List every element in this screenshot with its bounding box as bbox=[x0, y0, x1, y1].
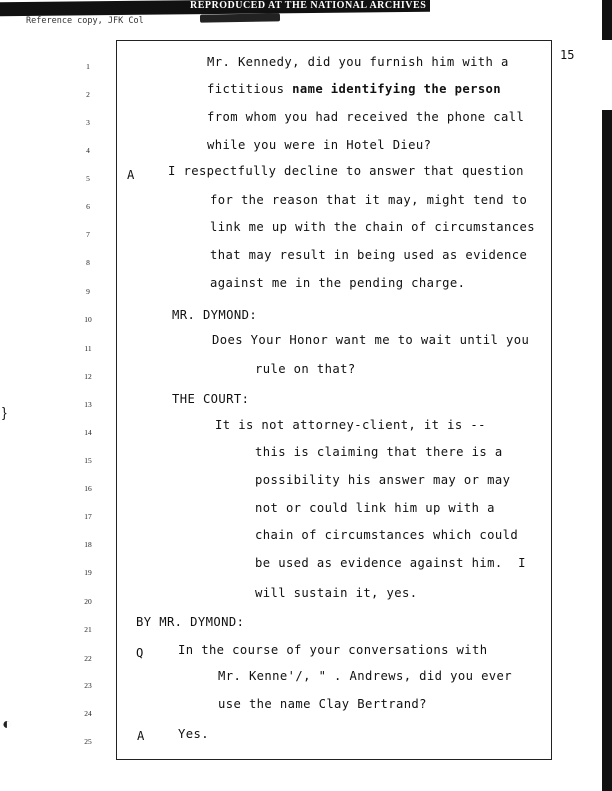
transcript-line bbox=[172, 392, 249, 406]
transcript-line bbox=[207, 82, 501, 96]
transcript-line bbox=[215, 418, 486, 432]
transcript-text: will sustain it, yes. bbox=[255, 586, 418, 600]
transcript-line bbox=[255, 556, 526, 570]
line-number: 23 bbox=[84, 681, 92, 690]
transcript-line bbox=[218, 697, 427, 711]
speaker-label: A bbox=[137, 729, 145, 743]
transcript-line bbox=[207, 55, 509, 69]
transcript-text: Does Your Honor want me to wait until you bbox=[212, 333, 530, 347]
line-number: 16 bbox=[84, 484, 92, 493]
speaker-label: Q bbox=[136, 646, 144, 660]
transcript-line bbox=[168, 164, 524, 178]
line-number: 12 bbox=[84, 372, 92, 381]
transcript-text: possibility his answer may or may bbox=[255, 473, 511, 487]
line-number: 21 bbox=[84, 625, 92, 634]
transcript-text: that may result in being used as evidence bbox=[210, 248, 528, 262]
transcript-line bbox=[210, 248, 527, 262]
transcript-line bbox=[178, 727, 209, 741]
transcript-line bbox=[255, 501, 495, 515]
margin-bracket-icon: } bbox=[2, 404, 7, 420]
line-number: 17 bbox=[84, 512, 92, 521]
transcript-text: In the course of your conversations with bbox=[178, 643, 488, 657]
line-number: 5 bbox=[86, 174, 90, 183]
scan-edge-stripe bbox=[602, 0, 612, 791]
transcript-text: Yes. bbox=[178, 727, 209, 741]
transcript-text: name identifying the person bbox=[292, 82, 502, 96]
transcript-line bbox=[212, 333, 529, 347]
speaker-label: A bbox=[127, 168, 135, 182]
transcript-text: THE COURT: bbox=[172, 392, 250, 406]
line-number: 3 bbox=[86, 118, 90, 127]
transcript-text: BY MR. DYMOND: bbox=[136, 615, 245, 629]
transcript-line bbox=[255, 362, 356, 376]
transcript-text: Mr. Kenne'/, " . Andrews, did you ever bbox=[218, 669, 513, 683]
transcript-line bbox=[172, 308, 257, 322]
transcript-text: this is claiming that there is a bbox=[255, 445, 503, 459]
transcript-text: against me in the pending charge. bbox=[210, 276, 466, 290]
transcript-line bbox=[218, 669, 512, 683]
transcript-line bbox=[178, 643, 488, 657]
line-number: 19 bbox=[84, 568, 92, 577]
transcript-text: fictitious bbox=[207, 82, 293, 96]
transcript-text: for the reason that it may, might tend to bbox=[210, 193, 528, 207]
transcript-text: It is not attorney-client, it is -- bbox=[215, 418, 486, 432]
line-number: 6 bbox=[86, 202, 90, 211]
reference-copy-label: Reference copy, JFK Col bbox=[26, 16, 144, 26]
transcript-line bbox=[136, 615, 244, 629]
transcript-text: MR. DYMOND: bbox=[172, 308, 258, 322]
line-number: 22 bbox=[84, 654, 92, 663]
archive-stamp: REPRODUCED AT THE NATIONAL ARCHIVES bbox=[190, 0, 427, 11]
transcript-text: link me up with the chain of circumstances bbox=[210, 220, 535, 234]
line-number: 18 bbox=[84, 540, 92, 549]
line-number: 11 bbox=[84, 344, 92, 353]
line-number: 8 bbox=[86, 258, 90, 267]
transcript-line bbox=[207, 138, 431, 152]
transcript-text: chain of circumstances which could bbox=[255, 528, 519, 542]
transcript-text: while you were in Hotel Dieu? bbox=[207, 138, 432, 152]
transcript-text: Mr. Kennedy, did you furnish him with a bbox=[207, 55, 509, 69]
line-number: 24 bbox=[84, 709, 92, 718]
line-number: 14 bbox=[84, 428, 92, 437]
transcript-line bbox=[210, 220, 535, 234]
line-number: 10 bbox=[84, 315, 92, 324]
page-number: 15 bbox=[560, 48, 575, 62]
line-number: 20 bbox=[84, 597, 92, 606]
transcript-line bbox=[255, 586, 418, 600]
transcript-text: be used as evidence against him. I bbox=[255, 556, 526, 570]
line-number: 4 bbox=[86, 146, 90, 155]
transcript-text: rule on that? bbox=[255, 362, 356, 376]
transcript-line bbox=[255, 445, 503, 459]
transcript-text: not or could link him up with a bbox=[255, 501, 495, 515]
line-number: 7 bbox=[86, 230, 90, 239]
transcript-line bbox=[255, 473, 510, 487]
scan-edge-gap bbox=[602, 40, 612, 110]
transcript-line bbox=[210, 193, 527, 207]
line-number: 13 bbox=[84, 400, 92, 409]
line-number: 2 bbox=[86, 90, 90, 99]
transcript-line bbox=[207, 110, 524, 124]
transcript-text: from whom you had received the phone call bbox=[207, 110, 525, 124]
transcript-line bbox=[255, 528, 518, 542]
punch-hole-icon: ◐ bbox=[2, 716, 12, 733]
line-number: 25 bbox=[84, 737, 92, 746]
transcript-line bbox=[210, 276, 465, 290]
line-number: 1 bbox=[86, 62, 90, 71]
line-number: 9 bbox=[86, 287, 90, 296]
line-number: 15 bbox=[84, 456, 92, 465]
header-smudge bbox=[200, 13, 280, 22]
transcript-text: I respectfully decline to answer that question bbox=[168, 164, 524, 178]
transcript-text: use the name Clay Bertrand? bbox=[218, 697, 427, 711]
